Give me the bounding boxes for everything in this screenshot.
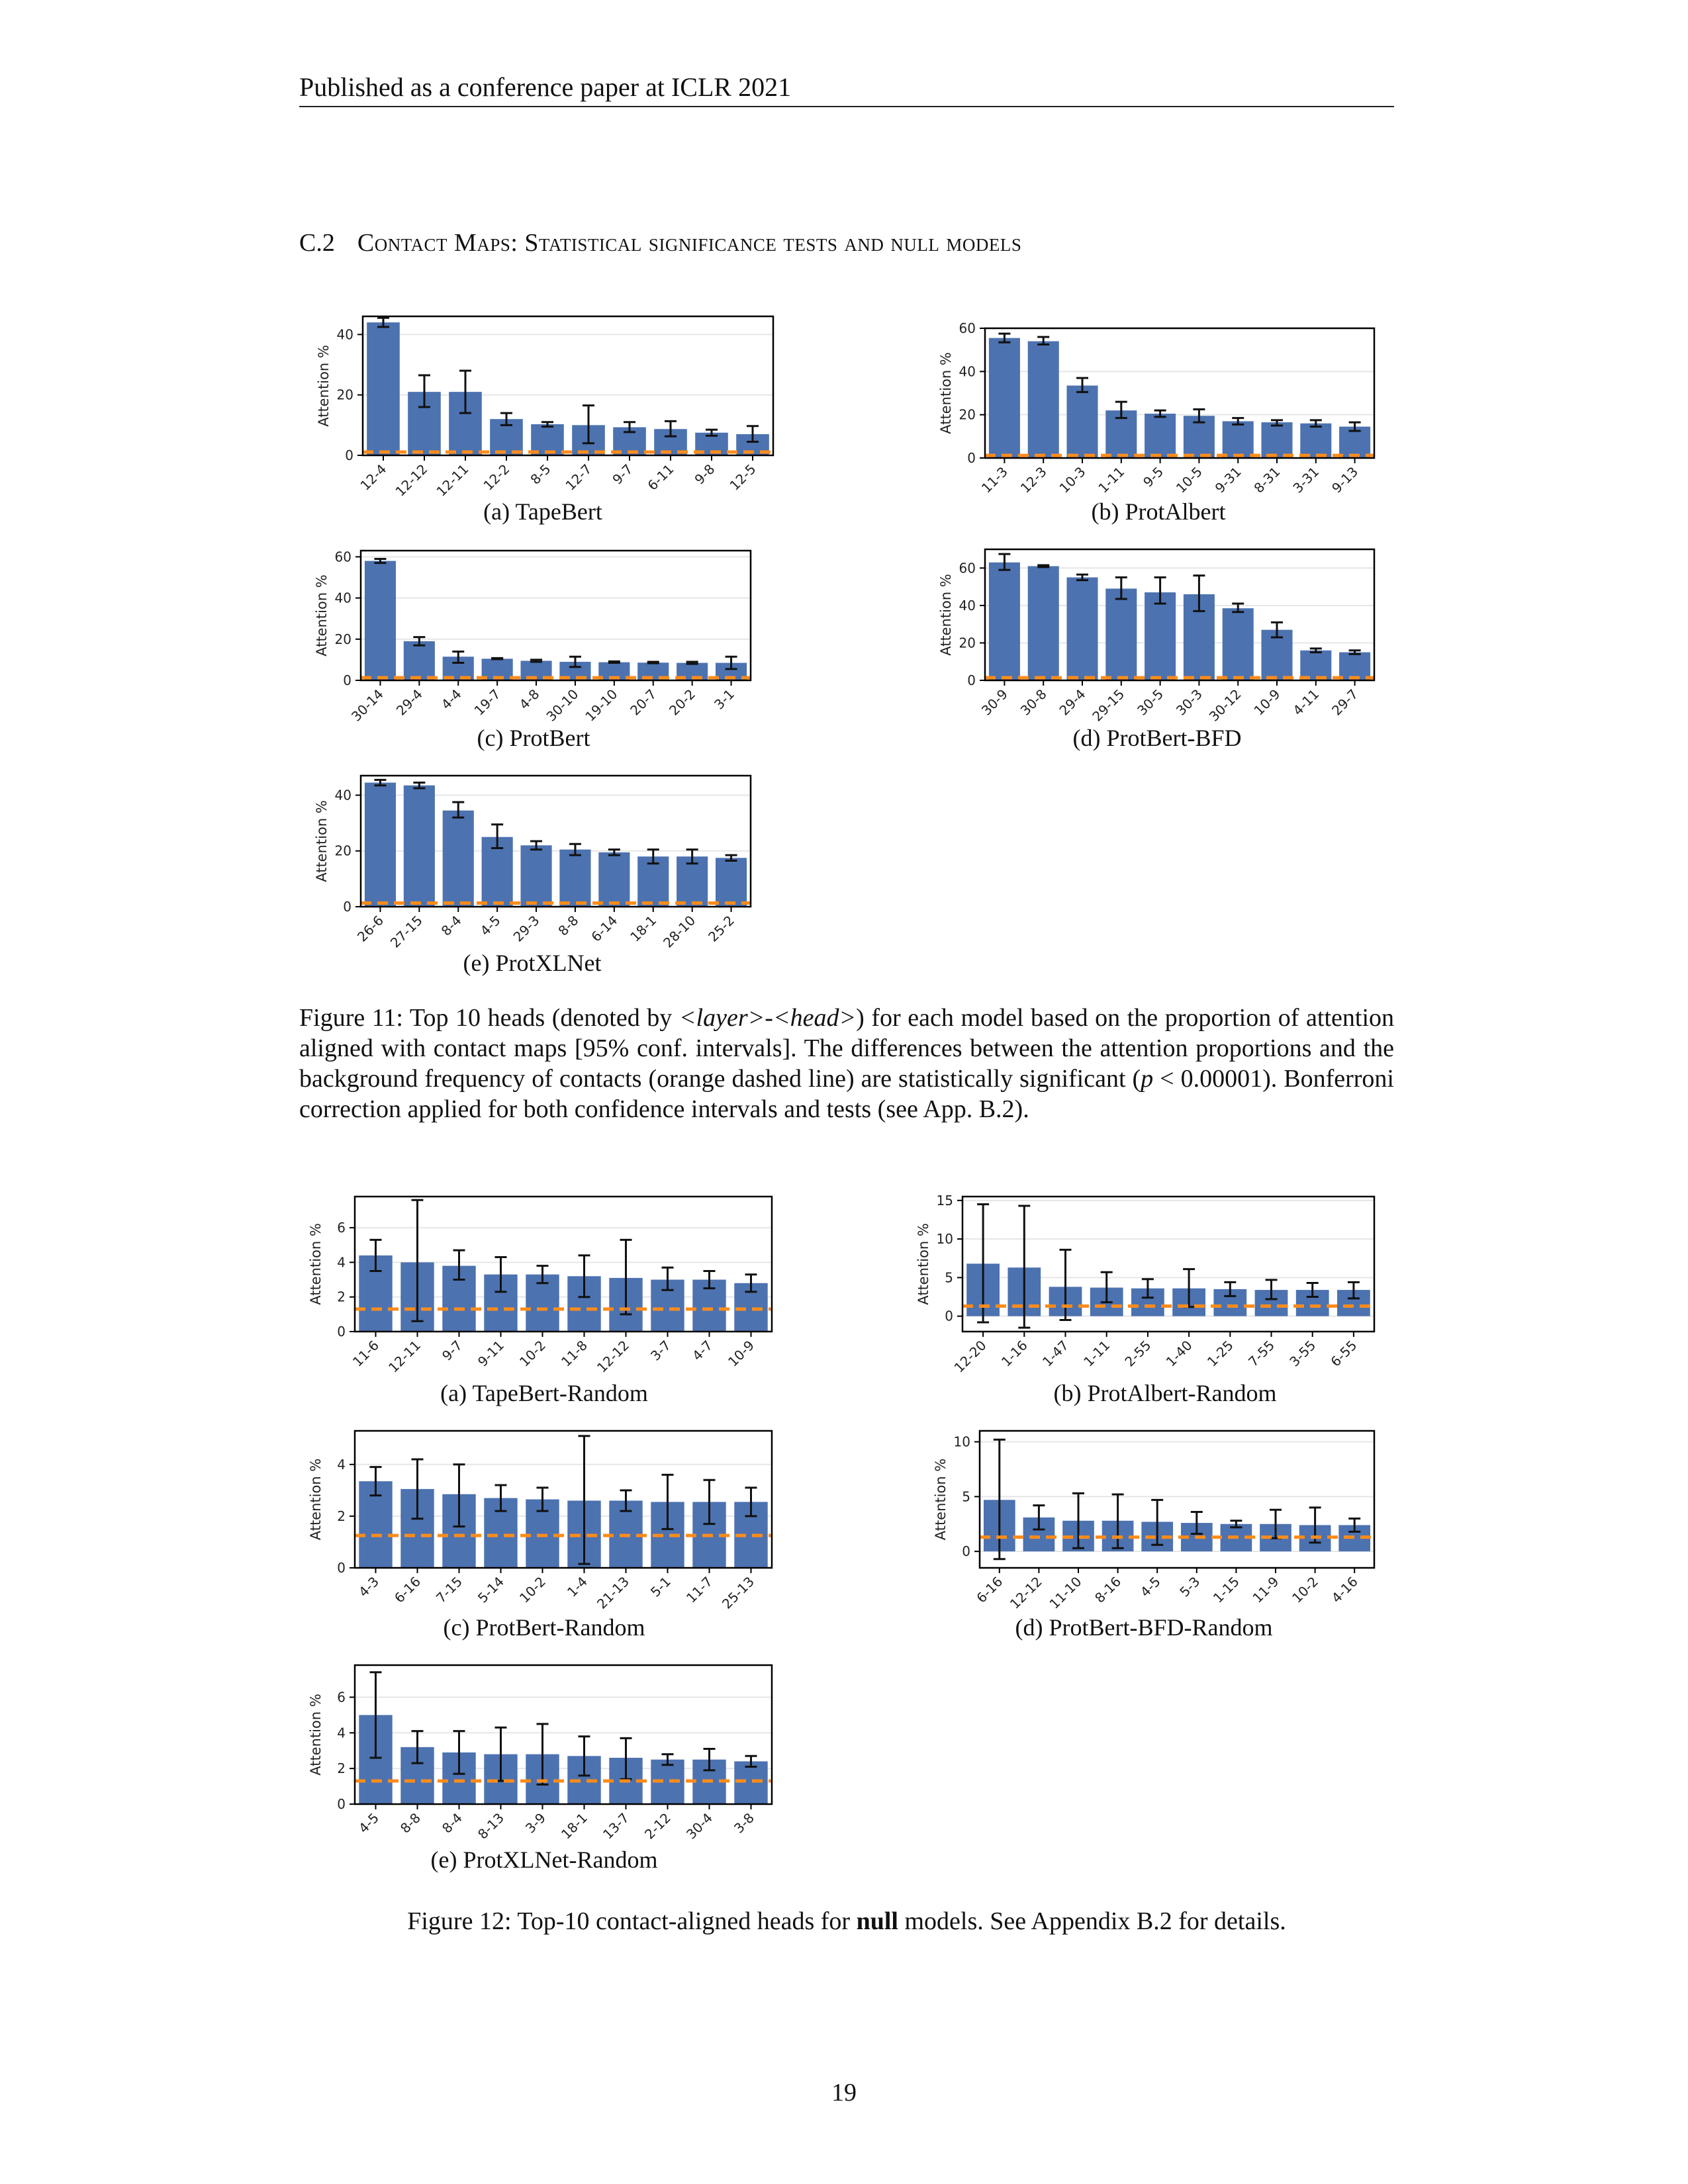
bar: [404, 786, 435, 907]
x-tick-label: 20-7: [627, 686, 660, 719]
bar: [692, 1760, 726, 1804]
y-axis-label: Attention %: [915, 1223, 931, 1305]
x-tick-label: 25-13: [718, 1573, 758, 1612]
y-tick-label: 0: [343, 899, 352, 915]
x-tick-label: 9-5: [1140, 463, 1167, 490]
running-header: Published as a conference paper at ICLR 2021: [299, 72, 792, 102]
x-tick-label: 27-15: [387, 912, 426, 951]
y-tick-label: 0: [967, 450, 976, 466]
y-axis-label: Attention %: [938, 352, 954, 434]
x-tick-label: 11-8: [557, 1337, 591, 1370]
figure-11-p: p: [1141, 1065, 1154, 1093]
section-title: Contact Maps: Statistical significance tests and null models: [357, 229, 1022, 257]
x-tick-label: 12-11: [433, 461, 472, 500]
y-tick-label: 2: [337, 1508, 346, 1524]
bar: [400, 1262, 434, 1332]
bar: [637, 856, 669, 907]
bar: [1105, 410, 1137, 458]
x-tick-label: 12-2: [480, 461, 513, 494]
bar: [734, 1761, 767, 1804]
bar: [520, 845, 551, 907]
chart-3: [314, 549, 751, 751]
figure-11-layer: <layer>: [679, 1004, 765, 1032]
bar: [359, 1481, 392, 1568]
x-tick-label: 11-6: [349, 1337, 383, 1370]
x-tick-label: 6-14: [588, 912, 621, 945]
x-tick-label: 10-2: [1289, 1573, 1322, 1606]
x-tick-label: 18-1: [557, 1809, 591, 1843]
x-tick-label: 8-31: [1250, 463, 1284, 496]
x-tick-label: 12-12: [1006, 1573, 1045, 1612]
chart-10: [308, 1665, 772, 1873]
chart-6: [308, 1197, 772, 1406]
x-tick-label: 12-12: [593, 1337, 633, 1376]
x-tick-label: 11-3: [978, 463, 1011, 496]
y-tick-label: 2: [337, 1289, 346, 1305]
bar: [1213, 1289, 1246, 1316]
bar: [1337, 1290, 1370, 1316]
x-tick-label: 19-7: [471, 686, 504, 719]
bar: [716, 663, 747, 680]
plot-frame: [355, 1665, 772, 1804]
plot-frame: [363, 316, 773, 455]
x-tick-label: 6-16: [391, 1573, 424, 1606]
bar: [695, 433, 728, 455]
y-axis-label: Attention %: [938, 574, 954, 656]
x-tick-label: 10-5: [1172, 463, 1205, 496]
x-tick-label: 8-4: [438, 912, 465, 939]
bar: [1299, 1525, 1331, 1551]
x-tick-label: 12-3: [1017, 463, 1050, 496]
bar: [692, 1280, 726, 1332]
bar: [567, 1756, 600, 1804]
y-tick-label: 20: [334, 631, 352, 647]
x-tick-label: 1-11: [1080, 1337, 1113, 1370]
x-tick-label: 20-2: [666, 686, 699, 719]
x-tick-label: 10-2: [516, 1337, 549, 1370]
x-tick-label: 8-4: [438, 1809, 466, 1837]
figure-12-bold: null: [856, 1907, 898, 1935]
bar: [1221, 1524, 1252, 1551]
x-tick-label: 12-12: [392, 461, 431, 500]
section-heading: [299, 228, 1021, 257]
bar: [651, 1280, 684, 1332]
bar: [1008, 1267, 1041, 1316]
chart-9: [933, 1431, 1374, 1641]
bar: [567, 1500, 600, 1568]
subfigure-caption: (d) ProtBert-BFD-Random: [1015, 1614, 1273, 1641]
y-tick-label: 4: [337, 1456, 346, 1473]
chart-7: [915, 1193, 1374, 1406]
x-tick-label: 13-7: [599, 1809, 633, 1843]
x-tick-label: 7-15: [432, 1573, 466, 1606]
x-tick-label: 6-11: [644, 461, 677, 494]
bar: [1184, 594, 1215, 680]
subfigure-caption: (a) TapeBert-Random: [440, 1380, 648, 1406]
x-tick-label: 18-1: [627, 912, 660, 945]
bar: [609, 1758, 642, 1804]
bar: [1260, 1524, 1291, 1551]
x-tick-label: 8-13: [474, 1809, 508, 1843]
plot-frame: [361, 776, 751, 907]
x-tick-label: 8-8: [555, 912, 582, 939]
x-tick-label: 30-12: [1205, 686, 1244, 725]
x-tick-label: 25-2: [705, 912, 738, 945]
bar: [654, 429, 687, 455]
bar: [1261, 422, 1292, 458]
bar: [365, 561, 396, 680]
x-tick-label: 10-3: [1056, 463, 1089, 496]
y-axis-label: Attention %: [314, 800, 330, 882]
figure-12-text-2: models. See Appendix B.2 for details.: [898, 1907, 1286, 1935]
x-tick-label: 29-4: [393, 686, 426, 719]
x-tick-label: 29-4: [1056, 686, 1089, 719]
x-tick-label: 5-14: [474, 1573, 508, 1606]
bar: [609, 1278, 642, 1332]
x-tick-label: 5-3: [1176, 1573, 1203, 1600]
x-tick-label: 28-10: [660, 912, 699, 951]
subfigure-caption: (b) ProtAlbert: [1091, 498, 1226, 525]
x-tick-label: 1-15: [1209, 1573, 1243, 1606]
bar: [716, 858, 747, 907]
y-tick-label: 2: [337, 1760, 346, 1777]
bar: [966, 1263, 1000, 1316]
bar: [1145, 592, 1176, 680]
bar: [734, 1283, 767, 1332]
bar: [1131, 1289, 1164, 1316]
y-axis-label: Attention %: [316, 345, 332, 427]
bar: [520, 660, 551, 680]
x-tick-label: 29-3: [510, 912, 543, 945]
x-tick-label: 8-5: [527, 461, 554, 488]
bar: [677, 663, 708, 680]
figure-11-dash: -: [765, 1004, 773, 1032]
x-tick-label: 10-2: [516, 1573, 549, 1606]
y-axis-label: Attention %: [308, 1458, 324, 1541]
figure-12-text-1: Top-10 contact-aligned heads for: [511, 1907, 857, 1935]
x-tick-label: 4-8: [516, 686, 543, 713]
y-tick-label: 20: [336, 387, 353, 403]
x-tick-label: 9-13: [1329, 463, 1362, 496]
figure-11-text-1: Top 10 heads (denoted by: [402, 1004, 679, 1032]
bar: [984, 1500, 1015, 1551]
bar: [1261, 630, 1292, 680]
x-tick-label: 3-7: [647, 1337, 675, 1364]
bar: [442, 1752, 475, 1804]
x-tick-label: 30-14: [348, 686, 387, 725]
x-tick-label: 30-10: [543, 686, 582, 725]
bar: [365, 783, 396, 907]
y-tick-label: 0: [343, 672, 352, 688]
y-tick-label: 40: [334, 787, 352, 803]
x-tick-label: 12-7: [562, 461, 595, 494]
bar: [1172, 1289, 1205, 1316]
bar: [1062, 1521, 1094, 1551]
x-tick-label: 10-9: [724, 1337, 758, 1370]
bar: [1181, 1523, 1213, 1551]
plot-frame: [985, 549, 1374, 680]
bar: [1023, 1518, 1055, 1551]
x-tick-label: 12-4: [357, 461, 390, 494]
figure-11-text-2: ) for each model based on the proportion of attention aligned with contact maps [95% conf. intervals]. The differences between the attention proportions and the background frequency of contacts (orange dashed line) are statistically significant (: [299, 1004, 1395, 1093]
x-tick-label: 29-7: [1329, 686, 1362, 719]
bar: [482, 837, 513, 907]
y-tick-label: 5: [945, 1269, 953, 1286]
x-tick-label: 1-25: [1203, 1337, 1237, 1370]
bar: [442, 1494, 475, 1568]
y-tick-label: 6: [337, 1689, 346, 1706]
chart-4: [938, 549, 1374, 751]
x-tick-label: 7-55: [1244, 1337, 1278, 1370]
bar: [572, 425, 605, 455]
header-rule: [299, 106, 1394, 107]
subfigure-caption: (e) ProtXLNet-Random: [430, 1846, 658, 1873]
x-tick-label: 8-16: [1092, 1573, 1125, 1606]
bar: [1338, 1525, 1370, 1551]
y-axis-label: Attention %: [933, 1458, 949, 1541]
plot-frame: [962, 1197, 1374, 1332]
bar: [613, 428, 646, 455]
y-tick-label: 0: [945, 1308, 953, 1324]
x-tick-label: 30-8: [1017, 686, 1050, 719]
bar: [598, 662, 630, 680]
figure-11-head: <head>: [773, 1004, 857, 1032]
subfigure-caption: (a) TapeBert: [483, 498, 602, 525]
bar: [1339, 427, 1370, 458]
x-tick-label: 29-15: [1089, 686, 1128, 725]
x-tick-label: 30-3: [1172, 686, 1205, 719]
x-tick-label: 2-12: [641, 1809, 675, 1843]
y-tick-label: 60: [334, 549, 352, 565]
x-tick-label: 1-11: [1095, 463, 1128, 496]
bar: [490, 419, 523, 455]
page-number: 19: [831, 2079, 857, 2107]
bar: [1102, 1521, 1134, 1551]
plot-frame: [361, 551, 751, 680]
x-tick-label: 4-3: [355, 1573, 383, 1600]
bar: [598, 852, 630, 907]
bar: [559, 662, 590, 680]
x-tick-label: 12-5: [726, 461, 759, 494]
plot-frame: [985, 328, 1374, 458]
bar: [526, 1500, 559, 1569]
y-tick-label: 40: [334, 590, 352, 606]
x-tick-label: 4-5: [1137, 1573, 1164, 1600]
bar: [736, 434, 769, 455]
bar: [443, 657, 474, 680]
y-tick-label: 20: [334, 842, 352, 859]
x-tick-label: 4-11: [1289, 686, 1323, 719]
x-tick-label: 21-13: [593, 1573, 633, 1612]
y-tick-label: 4: [337, 1725, 346, 1741]
y-tick-label: 0: [345, 447, 353, 463]
bar: [1339, 653, 1370, 680]
bar: [531, 424, 564, 455]
bar: [1105, 588, 1137, 680]
y-tick-label: 60: [959, 560, 976, 576]
subfigure-caption: (b) ProtAlbert-Random: [1053, 1380, 1277, 1406]
bar: [443, 811, 474, 907]
x-tick-label: 3-31: [1289, 463, 1323, 496]
x-tick-label: 11-10: [1046, 1573, 1085, 1612]
bar: [1184, 416, 1215, 458]
chart-5: [314, 776, 751, 976]
y-tick-label: 15: [936, 1192, 953, 1208]
x-tick-label: 30-4: [682, 1809, 716, 1843]
section-number: C.2: [299, 229, 335, 257]
bar: [1255, 1290, 1288, 1316]
x-tick-label: 26-6: [353, 912, 387, 945]
x-tick-label: 11-9: [1249, 1573, 1282, 1606]
x-tick-label: 3-9: [522, 1809, 549, 1837]
y-tick-label: 0: [337, 1560, 346, 1576]
bar: [484, 1754, 517, 1804]
subfigure-caption: (c) ProtBert: [477, 725, 590, 751]
bar: [1090, 1288, 1123, 1316]
y-axis-label: Attention %: [314, 574, 330, 657]
x-tick-label: 4-7: [688, 1337, 716, 1364]
x-tick-label: 4-16: [1328, 1573, 1361, 1606]
bar: [677, 856, 708, 907]
bar: [559, 850, 590, 907]
bar: [359, 1255, 392, 1332]
bar: [1028, 566, 1059, 680]
figure-11-text-3: < 0.00001). Bonferroni correction applied for both confidence intervals and tests (see App. B.2).: [299, 1065, 1394, 1123]
y-axis-label: Attention %: [308, 1223, 324, 1305]
bar: [442, 1266, 475, 1332]
bar: [651, 1502, 684, 1568]
y-tick-label: 0: [967, 672, 976, 688]
y-tick-label: 0: [337, 1324, 346, 1340]
bar: [484, 1275, 517, 1332]
bar: [609, 1500, 642, 1568]
bar: [1141, 1522, 1173, 1551]
chart-1: [316, 316, 773, 525]
bar: [989, 338, 1020, 458]
bar: [637, 662, 669, 680]
bar: [1049, 1287, 1082, 1316]
x-tick-label: 19-10: [582, 686, 621, 725]
x-tick-label: 1-16: [998, 1337, 1031, 1370]
bar: [1066, 386, 1098, 458]
bar: [408, 392, 441, 455]
bar: [1066, 577, 1098, 680]
x-tick-label: 1-4: [563, 1573, 591, 1600]
bar: [526, 1754, 559, 1804]
x-tick-label: 6-55: [1327, 1337, 1360, 1370]
bar: [404, 641, 435, 680]
x-tick-label: 5-1: [647, 1573, 675, 1600]
bar: [526, 1275, 559, 1332]
x-tick-label: 10-9: [1250, 686, 1284, 719]
subfigure-caption: (c) ProtBert-Random: [443, 1614, 645, 1641]
y-tick-label: 40: [336, 326, 353, 343]
bar: [359, 1715, 392, 1804]
chart-2: [938, 320, 1374, 525]
bar: [400, 1747, 434, 1804]
subfigure-caption: (d) ProtBert-BFD: [1072, 725, 1242, 751]
y-tick-label: 10: [936, 1231, 953, 1248]
x-tick-label: 8-8: [397, 1809, 424, 1837]
bar: [567, 1276, 600, 1332]
y-tick-label: 4: [337, 1254, 346, 1271]
x-tick-label: 4-5: [355, 1809, 383, 1837]
bar: [692, 1502, 726, 1568]
x-tick-label: 9-31: [1211, 463, 1244, 496]
plot-frame: [355, 1431, 772, 1568]
bar: [449, 392, 482, 455]
bar: [484, 1498, 517, 1568]
x-tick-label: 3-1: [711, 686, 738, 713]
bar: [989, 563, 1020, 680]
figure-11-label: Figure 11:: [299, 1004, 403, 1032]
figure-11-caption: [299, 1003, 1394, 1124]
y-tick-label: 20: [959, 406, 976, 423]
x-tick-label: 4-4: [438, 686, 465, 713]
y-tick-label: 5: [962, 1488, 970, 1505]
plot-frame: [355, 1197, 772, 1332]
bar: [482, 659, 513, 680]
bar: [1300, 424, 1331, 458]
x-tick-label: 9-8: [691, 461, 718, 488]
x-tick-label: 30-9: [978, 686, 1011, 719]
x-tick-label: 4-5: [477, 912, 504, 939]
x-tick-label: 1-40: [1162, 1337, 1196, 1370]
x-tick-label: 6-16: [973, 1573, 1006, 1606]
bar: [400, 1489, 434, 1568]
x-tick-label: 12-20: [951, 1337, 990, 1376]
y-tick-label: 20: [959, 635, 976, 651]
chart-8: [308, 1431, 772, 1641]
bar: [1028, 341, 1059, 458]
figure-12-label: Figure 12:: [407, 1907, 512, 1935]
plot-frame: [980, 1431, 1374, 1568]
x-tick-label: 9-7: [609, 461, 636, 488]
bar: [734, 1502, 767, 1568]
bar: [1223, 608, 1254, 680]
x-tick-label: 2-55: [1121, 1337, 1154, 1370]
x-tick-label: 30-5: [1134, 686, 1167, 719]
bar: [651, 1760, 684, 1804]
x-tick-label: 12-11: [385, 1337, 424, 1376]
x-tick-label: 11-7: [682, 1573, 716, 1606]
x-tick-label: 3-8: [730, 1809, 758, 1837]
y-tick-label: 6: [337, 1220, 346, 1236]
bar: [1296, 1290, 1329, 1316]
x-tick-label: 1-47: [1039, 1337, 1072, 1370]
y-tick-label: 40: [959, 597, 976, 614]
y-tick-label: 0: [337, 1796, 346, 1812]
bar: [1145, 414, 1176, 458]
x-tick-label: 9-11: [474, 1337, 508, 1370]
bar: [1300, 651, 1331, 680]
y-tick-label: 40: [959, 363, 976, 380]
y-tick-label: 60: [959, 320, 976, 336]
y-tick-label: 0: [962, 1543, 970, 1560]
y-tick-label: 10: [953, 1433, 970, 1450]
figure-12-caption: [299, 1906, 1394, 1936]
bar: [1223, 421, 1254, 458]
x-tick-label: 9-7: [438, 1337, 466, 1364]
subfigure-caption: (e) ProtXLNet: [463, 950, 602, 976]
y-axis-label: Attention %: [308, 1694, 324, 1776]
bar: [367, 322, 400, 455]
x-tick-label: 3-55: [1286, 1337, 1319, 1370]
